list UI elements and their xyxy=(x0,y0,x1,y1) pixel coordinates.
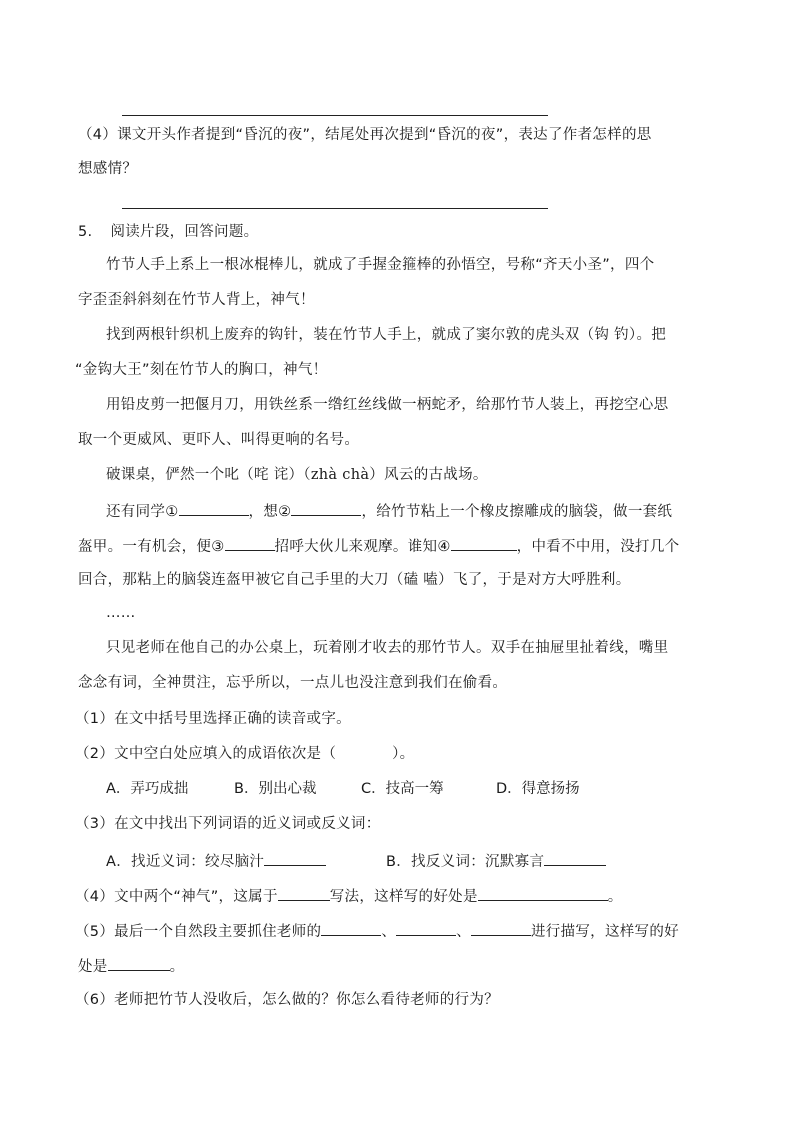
q4-prompt-line2: 想感情？ xyxy=(78,161,138,177)
option-d[interactable]: D．得意扬扬 xyxy=(496,781,580,797)
passage-line: 只见老师在他自己的办公桌上，玩着刚才收去的那竹节人。双手在抽屉里扯着线，嘴里 xyxy=(106,640,669,656)
sub-question-5-cont: 处是 。 xyxy=(78,955,184,977)
passage-line: 用铅皮剪一把偃月刀，用铁丝系一绺红丝线做一柄蛇矛，给那竹节人装上，再挖空心思 xyxy=(106,397,669,413)
blank-benefit-2[interactable] xyxy=(108,955,170,971)
answer-line xyxy=(122,115,548,116)
blank-3[interactable] xyxy=(225,535,275,551)
passage-line: “金钩大王”刻在竹节人的胸口，神气！ xyxy=(75,362,328,378)
blank-aspect-2[interactable] xyxy=(396,920,456,936)
option-b[interactable]: B．别出心裁 xyxy=(234,781,317,797)
blank-technique[interactable] xyxy=(278,885,330,901)
sub-question-5: （5）最后一个自然段主要抓住老师的 、 、 进行描写，这样写的好 xyxy=(75,920,679,942)
blank-aspect-3[interactable] xyxy=(471,920,531,936)
blank-synonym[interactable] xyxy=(264,850,326,866)
circled-number: ③ xyxy=(211,539,225,555)
passage-line: 还有同学① ，想② ，给竹节粘上一个橡皮擦雕成的脑袋，做一套纸 xyxy=(106,500,672,522)
sub-question-6: （6）老师把竹节人没收后，怎么做的？你怎么看待老师的行为？ xyxy=(75,992,499,1008)
sub-question-3-a: A．找近义词：绞尽脑汁 xyxy=(106,850,326,872)
passage-line: 取一个更威风、更吓人、叫得更响的名号。 xyxy=(78,432,360,448)
passage-line: 找到两根针织机上废弃的钩针，装在竹节人手上，就成了窦尔敦的虎头双（钩 钓）。把 xyxy=(106,327,667,343)
sub-question-3: （3）在文中找出下列词语的近义词或反义词： xyxy=(75,816,381,832)
sub-question-4: （4）文中两个“神气”，这属于 写法，这样写的好处是 。 xyxy=(75,885,623,907)
question-number: 5. xyxy=(78,224,93,240)
blank-aspect-1[interactable] xyxy=(321,920,381,936)
circled-number: ① xyxy=(165,504,179,520)
sub-question-3-b: B．找反义词：沉默寡言 xyxy=(386,850,606,872)
q4-prompt-line1: （4）课文开头作者提到“昏沉的夜”，结尾处再次提到“昏沉的夜”，表达了作者怎样的思 xyxy=(78,127,652,143)
blank-antonym[interactable] xyxy=(544,850,606,866)
pinyin: zhà chà xyxy=(310,467,370,483)
option-a[interactable]: A．弄巧成拙 xyxy=(106,781,189,797)
passage-line: 字歪歪斜斜刻在竹节人背上，神气！ xyxy=(78,292,315,308)
passage-line: 盔甲。一有机会，便③ 招呼大伙儿来观摩。谁知④ ，中看不中用，没打几个 xyxy=(78,535,679,557)
option-c[interactable]: C．技高一筹 xyxy=(361,781,444,797)
question-5-header xyxy=(78,222,258,242)
answer-line xyxy=(122,208,548,209)
circled-number: ② xyxy=(278,504,292,520)
blank-2[interactable] xyxy=(291,500,361,516)
sub-question-1: （1）在文中括号里选择正确的读音或字。 xyxy=(75,711,351,727)
passage-line: 念念有词，全神贯注，忘乎所以，一点儿也没注意到我们在偷看。 xyxy=(78,675,508,691)
circled-number: ④ xyxy=(437,539,451,555)
sub-question-2: （2）文中空白处应填入的成语依次是（ ）。 xyxy=(75,746,415,762)
question-prompt: 阅读片段，回答问题。 xyxy=(110,224,259,240)
blank-1[interactable] xyxy=(179,500,249,516)
blank-benefit[interactable] xyxy=(478,885,608,901)
ellipsis: …… xyxy=(106,605,136,621)
passage-line: 竹节人手上系上一根冰棍棒儿，就成了手握金箍棒的孙悟空，号称“齐天小圣”，四个 xyxy=(106,257,655,273)
blank-4[interactable] xyxy=(451,535,517,551)
passage-line: 回合，那粘上的脑袋连盔甲被它自己手里的大刀（磕 嗑）飞了，于是对方大呼胜利。 xyxy=(78,572,631,588)
passage-line: 破课桌，俨然一个叱（咤 诧）（zhà chà）风云的古战场。 xyxy=(106,467,488,483)
